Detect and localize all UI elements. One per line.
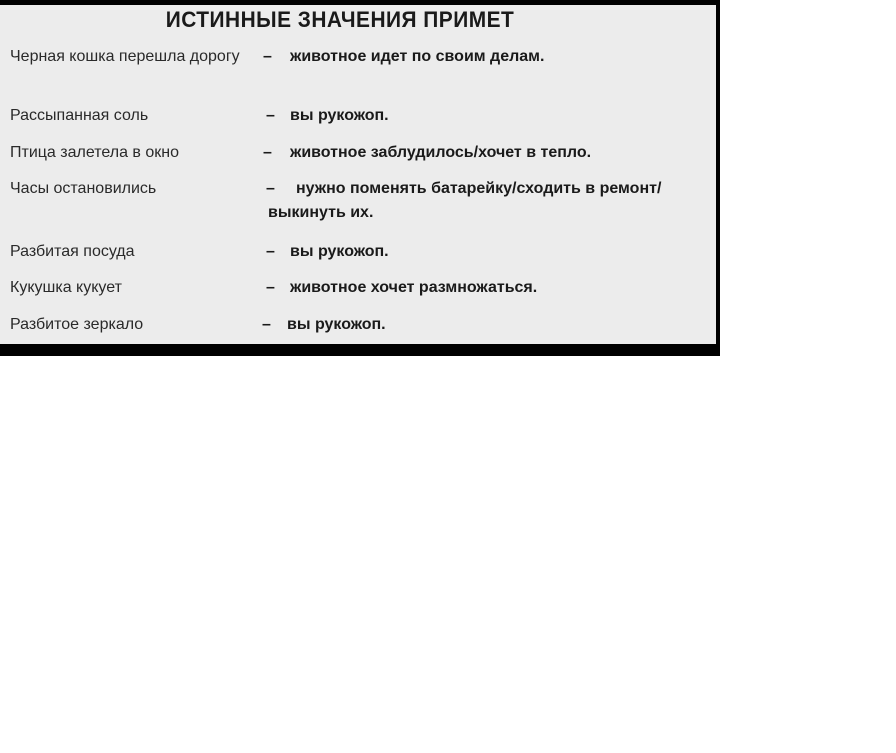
sign-text: Черная кошка перешла дорогу bbox=[10, 48, 240, 65]
sign-text: Рассыпанная соль bbox=[10, 107, 149, 124]
omens-panel bbox=[0, 5, 716, 344]
dash: – bbox=[266, 279, 275, 296]
dash: – bbox=[266, 180, 275, 197]
dash: – bbox=[263, 144, 272, 161]
meaning-text: животное заблудилось/хочет в тепло. bbox=[290, 144, 592, 161]
dash: – bbox=[266, 107, 275, 124]
meaning-text: животное хочет размножаться. bbox=[290, 279, 538, 296]
meaning-text: вы рукожоп. bbox=[290, 107, 389, 124]
sign-text: Кукушка кукует bbox=[10, 279, 122, 296]
dash: – bbox=[263, 48, 272, 65]
dash: – bbox=[262, 316, 271, 333]
meaning-text: нужно поменять батарейку/сходить в ремонт/выкинуть их. bbox=[268, 180, 662, 221]
sign-text: Часы остановились bbox=[10, 180, 157, 197]
omens-card bbox=[0, 0, 720, 356]
sign-text: Птица залетела в окно bbox=[10, 144, 179, 161]
sign-text: Разбитая посуда bbox=[10, 243, 135, 260]
meaning-text: вы рукожоп. bbox=[287, 316, 386, 333]
page-title: ИСТИННЫЕ ЗНАЧЕНИЯ ПРИМЕТ bbox=[165, 7, 515, 32]
sign-text: Разбитое зеркало bbox=[10, 316, 144, 333]
meaning-text: вы рукожоп. bbox=[290, 243, 389, 260]
dash: – bbox=[266, 243, 275, 260]
meaning-text: животное идет по своим делам. bbox=[290, 48, 545, 65]
